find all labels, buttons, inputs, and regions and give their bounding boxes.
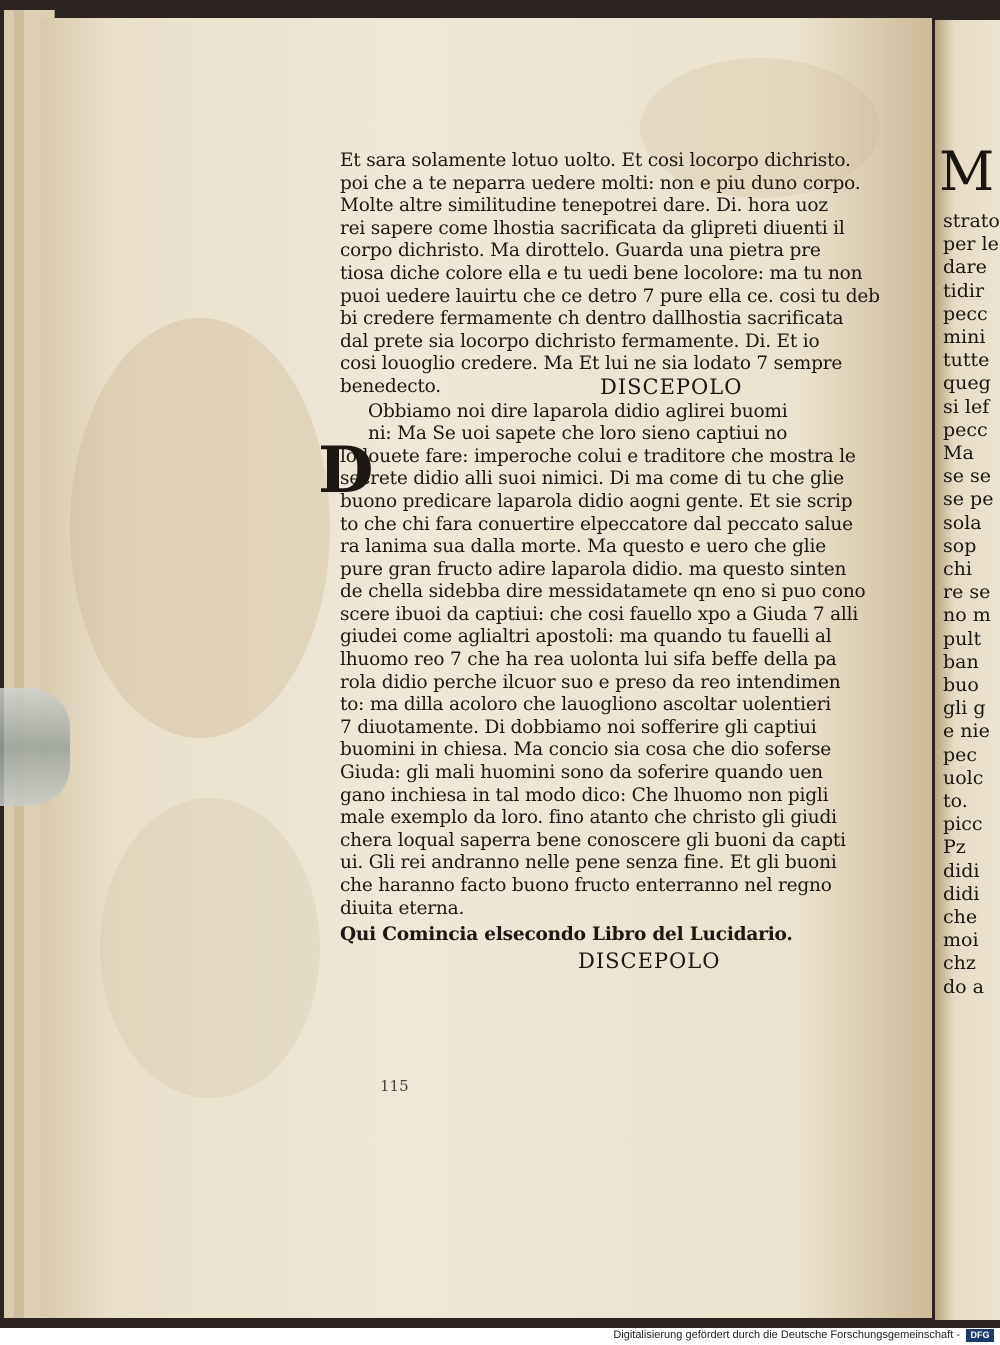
facing-page-fragment: pec	[943, 743, 978, 766]
paragraph-2-line: 7 diuotamente. Di dobbiamo noi sofferire gli captiui	[340, 716, 817, 738]
footer-credit: Digitalisierung gefördert durch die Deutsche Forschungsgemeinschaft -	[613, 1329, 960, 1341]
book-heading-line: Qui Comincia elsecondo Libro del Lucidario.	[340, 924, 793, 946]
paragraph-2	[340, 401, 900, 921]
facing-page-fragment: pult	[943, 627, 982, 650]
paragraph-2-line: Obbiamo noi dire laparola didio aglirei buomi	[368, 400, 788, 422]
page-number: 115	[380, 1077, 409, 1095]
paragraph-2-line: buomini in chiesa. Ma concio sia cosa che dio soferse	[340, 739, 831, 761]
dfg-logo: DFG	[966, 1329, 994, 1342]
paragraph-2-line: lodouete fare: imperoche colui e traditore che mostra le	[340, 445, 856, 467]
facing-page-fragment: buo	[943, 674, 979, 696]
paragraph-1-line: corpo dichristo. Ma dirottelo. Guarda una pietra pre	[340, 240, 821, 262]
paragraph-2-line: Giuda: gli mali huomini sono da soferire quando uen	[340, 762, 823, 784]
footer-bar	[0, 1328, 1000, 1345]
paragraph-1-line: bi credere fermamente ch dentro dallhostia sacrificata	[340, 308, 844, 330]
facing-page-fragment: tidir	[943, 279, 985, 302]
paragraph-2-line: buono predicare laparola didio aogni gente. Et sie scrip	[340, 490, 853, 512]
paragraph-2-line: to che chi fara conuertire elpeccatore dal peccato salue	[340, 513, 853, 535]
bookmark-tab	[0, 688, 70, 806]
facing-page-fragment: mini	[943, 326, 986, 348]
paragraph-2-line: rola didio perche ilcuor suo e preso da reo intendimen	[340, 671, 841, 693]
facing-page-fragment: pecc	[943, 302, 988, 325]
paragraph-1-line: poi che a te neparra uedere molti: non e piu duno corpo.	[340, 172, 861, 194]
paragraph-1	[340, 150, 900, 399]
facing-page-fragment: do a	[943, 975, 984, 998]
paragraph-2-line: pure gran fructo adire laparola didio. ma questo sinten	[340, 558, 847, 580]
heading-discepolo-2: DISCEPOLO	[578, 948, 721, 973]
facing-page-fragment: Pz	[943, 836, 966, 859]
facing-page-fragment: picc	[943, 813, 983, 836]
heading-discepolo-1: DISCEPOLO	[600, 374, 743, 399]
facing-page-fragment: no m	[943, 604, 991, 627]
paragraph-2-line: che haranno facto buono fructo enterranno nel regno	[340, 875, 832, 896]
facing-page-fragment: che	[943, 906, 978, 928]
paragraph-1-line: dal prete sia locorpo dichristo fermamente. Di. Et io	[340, 330, 820, 352]
facing-page-fragment: didi	[943, 882, 980, 905]
facing-page-fragment: sola	[943, 511, 982, 534]
facing-page-fragment: moi	[943, 929, 979, 952]
facing-page-fragment: ban	[943, 650, 979, 673]
paragraph-1-line: puoi uedere lauirtu che ce detro 7 pure ella ce. cosi tu deb	[340, 285, 880, 307]
paragraph-1-line: cosi louoglio credere. Ma Et lui ne sia lodato 7 sempre	[340, 353, 843, 375]
paragraph-1-line: benedecto.	[340, 375, 441, 397]
paragraph-2-line: scere ibuoi da captiui: che cosi fauello xpo a Giuda 7 alli	[340, 603, 859, 625]
facing-page-fragment: Ma	[943, 442, 974, 464]
paragraph-2-line: ra lanima sua dalla morte. Ma questo e uero che glie	[340, 536, 826, 558]
paragraph-2-line: de chella sidebba dire messidatamete qn eno si puo cono	[340, 581, 866, 603]
paragraph-2-line: to: ma dilla acoloro che lauogliono ascoltar uolentieri	[340, 694, 831, 716]
facing-page-fragment: si lef	[943, 395, 990, 418]
paragraph-2-line: secrete didio alli suoi nimici. Di ma come di tu che glie	[340, 468, 844, 490]
facing-page-fragment: chz	[943, 952, 976, 975]
paragraph-2-line: ni: Ma Se uoi sapete che loro sieno captiui no	[368, 423, 788, 445]
paragraph-1-line: Molte altre similitudine tenepotrei dare. Di. hora uoz	[340, 195, 828, 217]
paragraph-1-line: Et sara solamente lotuo uolto. Et cosi locorpo dichristo.	[340, 150, 851, 171]
paragraph-2-line: male exemplo da loro. fino atanto che christo gli giudi	[340, 807, 837, 829]
facing-page-fragment: didi	[943, 859, 980, 882]
paragraph-2-line: chera loqual saperra bene conoscere gli buoni da capti	[340, 829, 846, 851]
facing-page-fragment: strato	[943, 210, 1000, 232]
drop-capital: D	[318, 433, 374, 508]
facing-page-fragment: tutte	[943, 349, 990, 372]
paragraph-2-line: diuita eterna.	[340, 897, 465, 919]
paragraph-1-line: rei sapere come lhostia sacrificata da glipreti diuenti il	[340, 217, 845, 239]
facing-page-fragment: chi	[943, 558, 972, 580]
facing-page-fragment: to.	[943, 790, 968, 812]
facing-page-fragment: se se	[943, 465, 992, 488]
facing-page-fragment: re se	[943, 581, 991, 604]
facing-page-fragment: sop	[943, 534, 977, 557]
paragraph-2-line: lhuomo reo 7 che ha rea uolonta lui sifa beffe della pa	[340, 649, 837, 671]
paragraph-1-line: tiosa diche colore ella e tu uedi bene locolore: ma tu non	[340, 262, 863, 284]
text-block	[340, 150, 900, 973]
paragraph-2-line: giudei come aglialtri apostoli: ma quando tu fauelli al	[340, 626, 832, 648]
facing-page-fragment: dare	[943, 256, 987, 279]
facing-page-fragment: e nie	[943, 720, 990, 743]
paragraph-2-line: gano inchiesa in tal modo dico: Che lhuomo non pigli	[340, 784, 829, 806]
facing-page-fragment: gli g	[943, 697, 986, 720]
facing-page-fragment: uolc	[943, 766, 984, 789]
facing-page-fragment: se pe	[943, 488, 994, 511]
facing-page	[935, 20, 1000, 1320]
facing-page-fragment: per le	[943, 233, 999, 256]
paragraph-2-line: ui. Gli rei andranno nelle pene senza fine. Et gli buoni	[340, 852, 837, 874]
facing-page-fragment: queg	[943, 372, 991, 395]
facing-page-fragment: M	[939, 140, 995, 203]
facing-page-fragment: pecc	[943, 418, 988, 441]
